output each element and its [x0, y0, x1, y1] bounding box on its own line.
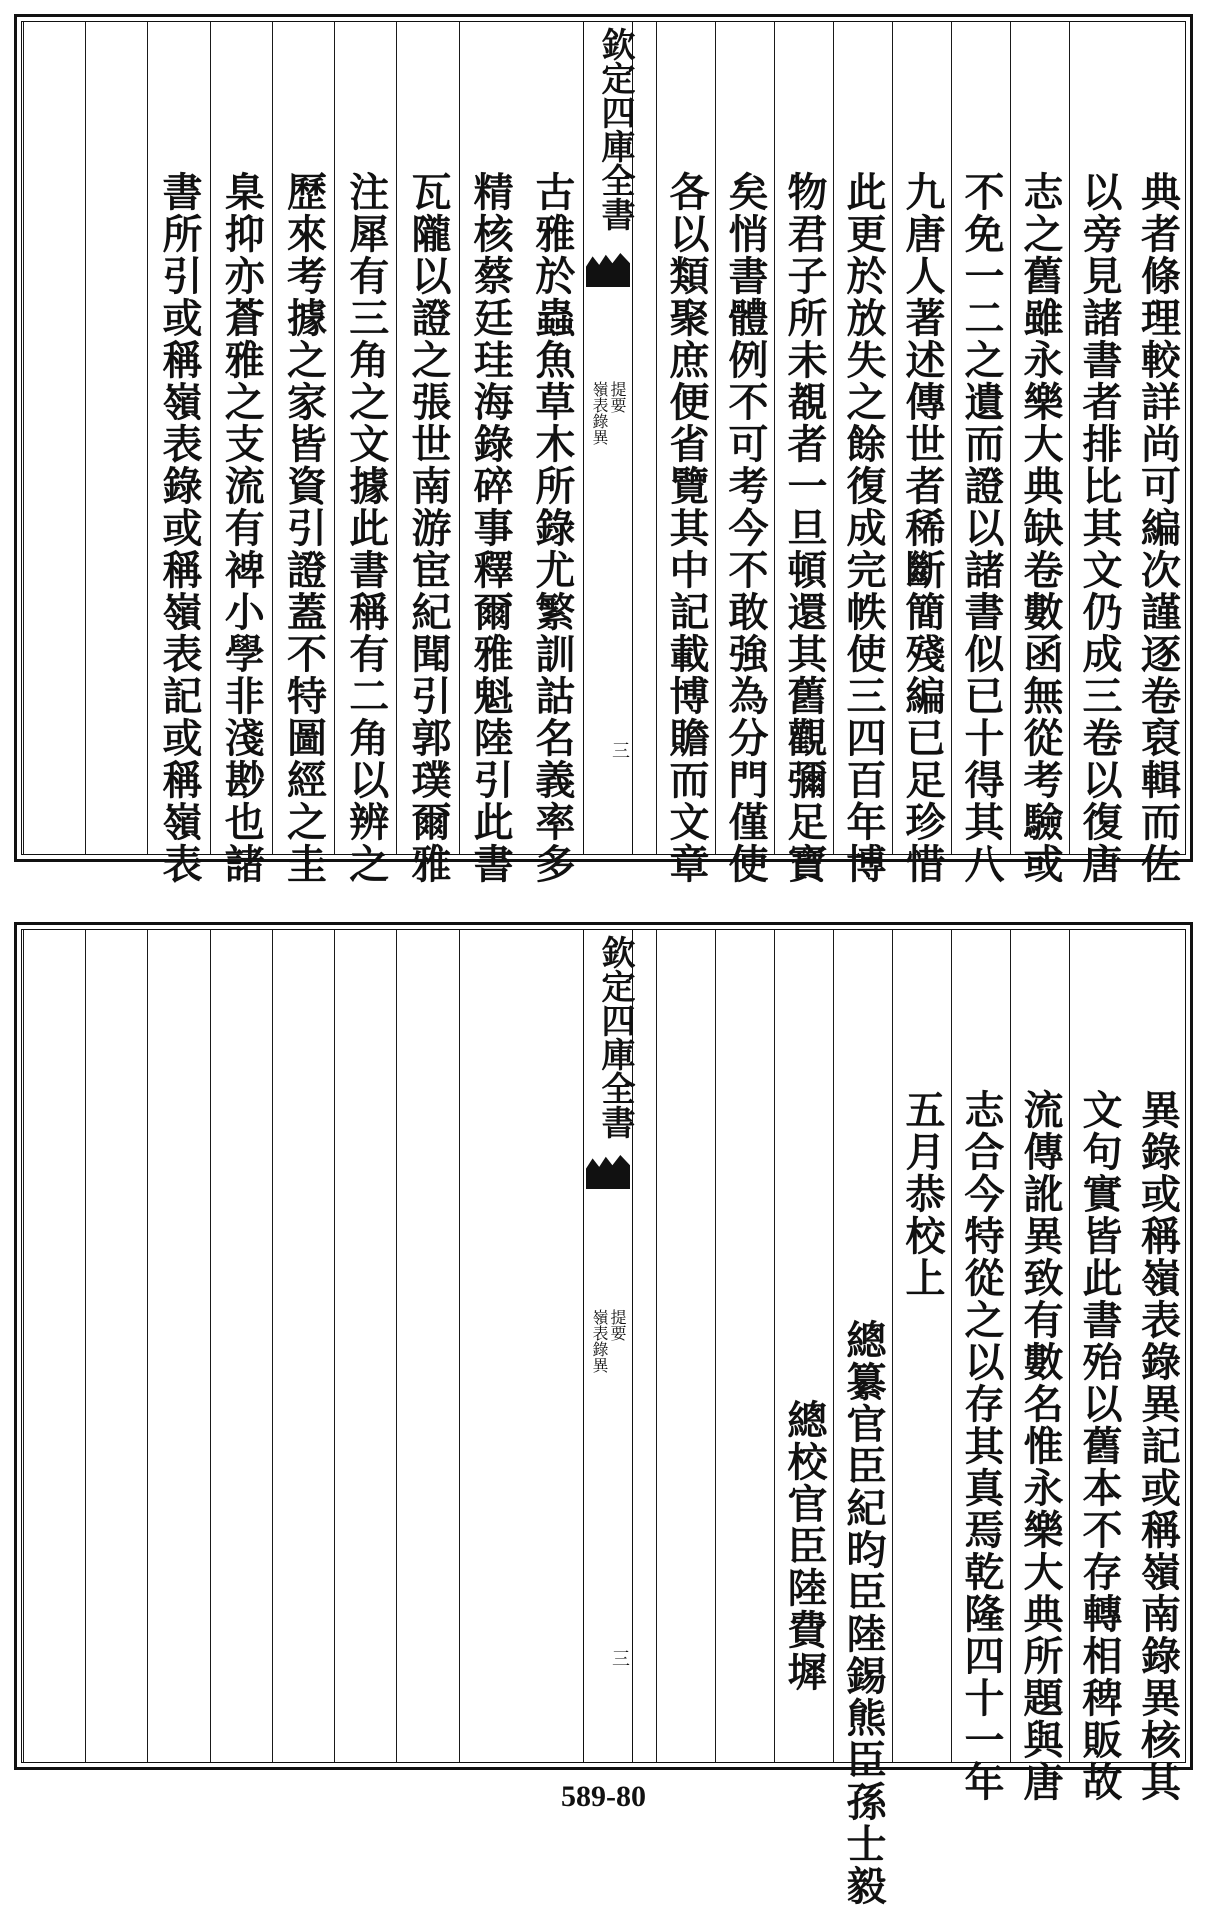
text-column	[272, 21, 334, 885]
column-text: 典者條理較詳尚可編次謹逐卷裒輯而佐	[1134, 171, 1182, 885]
text-column	[1069, 929, 1128, 1803]
column-text-wrap	[1128, 21, 1187, 885]
top-page	[14, 14, 1193, 885]
column-text-wrap	[273, 929, 334, 1763]
column-text: 注犀有三角之文據此書稱有二角以辨之	[342, 171, 390, 885]
column-text-wrap	[211, 21, 272, 885]
text-column	[1069, 21, 1128, 885]
empty-column	[85, 21, 147, 855]
column-text: 此更於放失之餘復成完帙使三四百年博	[840, 171, 887, 885]
text-column	[521, 21, 583, 885]
column-text-wrap	[1011, 929, 1069, 1803]
column-text-wrap	[335, 929, 396, 1763]
column-text-wrap	[86, 21, 147, 855]
empty-column	[396, 929, 458, 1763]
column-text-wrap	[775, 21, 833, 885]
text-column	[892, 21, 951, 885]
column-text-wrap	[211, 929, 272, 1763]
gutter-subtitle	[584, 1309, 632, 1373]
text-column	[892, 929, 951, 1763]
gutter-page-number: 三	[609, 741, 630, 759]
column-text: 歷來考據之家皆資引證蓋不特圖經之圭	[280, 171, 328, 885]
gutter-subtitle-left: 提要	[608, 1309, 627, 1341]
column-text-wrap	[521, 21, 583, 885]
column-text-wrap	[952, 21, 1010, 885]
empty-column	[23, 929, 85, 1763]
column-text-wrap	[952, 929, 1010, 1803]
text-column	[715, 21, 774, 885]
column-text: 矣悄書體例不可考今不敢強為分門僅使	[722, 171, 769, 885]
gutter-title: 欽定四庫全書	[595, 935, 635, 1139]
text-column	[951, 21, 1010, 885]
column-text-wrap	[460, 21, 521, 885]
empty-column	[521, 929, 583, 1763]
fishtail-mark	[586, 1155, 630, 1189]
text-column	[1128, 21, 1187, 885]
column-text-wrap	[24, 21, 85, 855]
text-column	[396, 21, 458, 885]
gutter-subtitle	[584, 381, 632, 445]
text-column	[210, 21, 272, 885]
text-column	[334, 21, 396, 885]
text-column	[656, 929, 715, 1763]
column-text-wrap	[1011, 21, 1069, 885]
column-text: 總纂官臣紀昀臣陸錫熊臣孫士毅	[840, 1319, 887, 1907]
text-column	[147, 21, 209, 885]
column-text: 志之舊雖永樂大典缺卷數函無從考驗或	[1017, 171, 1064, 885]
column-text: 文句實皆此書殆以舊本不存轉相稗販故	[1076, 1089, 1123, 1803]
column-text-wrap	[397, 21, 458, 885]
column-text-wrap	[834, 929, 892, 1907]
gutter-subtitle-right: 嶺表錄異	[590, 381, 609, 445]
empty-column	[334, 929, 396, 1763]
column-text: 流傳訛異致有數名惟永樂大典所題與唐	[1017, 1089, 1064, 1803]
empty-column	[147, 929, 209, 1763]
column-text-wrap	[1070, 929, 1128, 1803]
empty-column	[459, 929, 521, 1763]
page-folio-number: 589-80	[561, 1780, 646, 1813]
column-text-wrap	[893, 21, 951, 885]
gutter-subtitle-right: 嶺表錄異	[590, 1309, 609, 1373]
column-text: 異錄或稱嶺表錄異記或稱嶺南錄異核其	[1134, 1089, 1182, 1803]
column-text-wrap	[716, 929, 774, 1763]
column-text-wrap	[1070, 21, 1128, 885]
column-text-wrap	[86, 929, 147, 1763]
column-text: 精核蔡廷珪海錄碎事釋爾雅魁陸引此書	[467, 171, 515, 885]
empty-column	[272, 929, 334, 1763]
empty-column	[23, 21, 85, 855]
column-text-wrap	[460, 929, 521, 1763]
column-text: 五月恭校上	[899, 1089, 946, 1299]
column-text: 臬抑亦蒼雅之支流有裨小學非淺尠也諸	[218, 171, 266, 885]
empty-column	[85, 929, 147, 1763]
gutter-page-number: 三	[609, 1649, 630, 1667]
column-text-wrap	[893, 929, 951, 1763]
column-text-wrap	[521, 929, 583, 1763]
column-text-wrap	[657, 21, 715, 885]
text-column	[951, 929, 1010, 1803]
column-text: 古雅於蟲魚草木所錄尤繁訓詁名義率多	[528, 171, 576, 885]
gutter-subtitle-left: 提要	[608, 381, 627, 413]
text-column	[715, 929, 774, 1763]
text-column	[774, 21, 833, 885]
column-text: 不免一二之遺而證以諸書似已十得其八	[958, 171, 1005, 885]
column-text: 九唐人著述傳世者稀斷簡殘編已足珍惜	[899, 171, 946, 885]
text-column	[1010, 21, 1069, 885]
column-text-wrap	[1128, 929, 1187, 1803]
gutter-title: 欽定四庫全書	[595, 27, 635, 231]
column-text-wrap	[24, 929, 85, 1763]
text-column	[1128, 929, 1187, 1803]
column-text-wrap	[148, 929, 209, 1763]
column-text-wrap	[775, 929, 833, 1763]
text-column	[1010, 929, 1069, 1803]
column-text-wrap	[273, 21, 334, 885]
column-text: 書所引或稱嶺表錄或稱嶺表記或稱嶺表	[156, 171, 204, 885]
center-gutter-bottom	[583, 929, 633, 1763]
empty-column	[210, 929, 272, 1763]
column-text: 總校官臣陸費墀	[781, 1399, 828, 1693]
column-text: 各以類聚庶便省覽其中記載博贍而文章	[663, 171, 710, 885]
text-column	[459, 21, 521, 885]
column-text: 物君子所未覩者一旦頓還其舊觀彌足寶	[781, 171, 828, 885]
text-column	[774, 929, 833, 1763]
column-text: 志合今特從之以存其真焉乾隆四十一年	[958, 1089, 1005, 1803]
column-text-wrap	[335, 21, 396, 885]
column-text-wrap	[397, 929, 458, 1763]
column-text-wrap	[657, 929, 715, 1763]
column-text-wrap	[148, 21, 209, 885]
column-text-wrap	[716, 21, 774, 885]
text-column	[833, 21, 892, 885]
column-text: 瓦隴以證之張世南游宦紀聞引郭璞爾雅	[404, 171, 452, 885]
column-text-wrap	[834, 21, 892, 885]
center-gutter-top	[583, 21, 633, 855]
column-text: 以旁見諸書者排比其文仍成三卷以復唐	[1076, 171, 1123, 885]
fishtail-mark	[586, 253, 630, 287]
text-column	[833, 929, 892, 1907]
text-column	[656, 21, 715, 885]
